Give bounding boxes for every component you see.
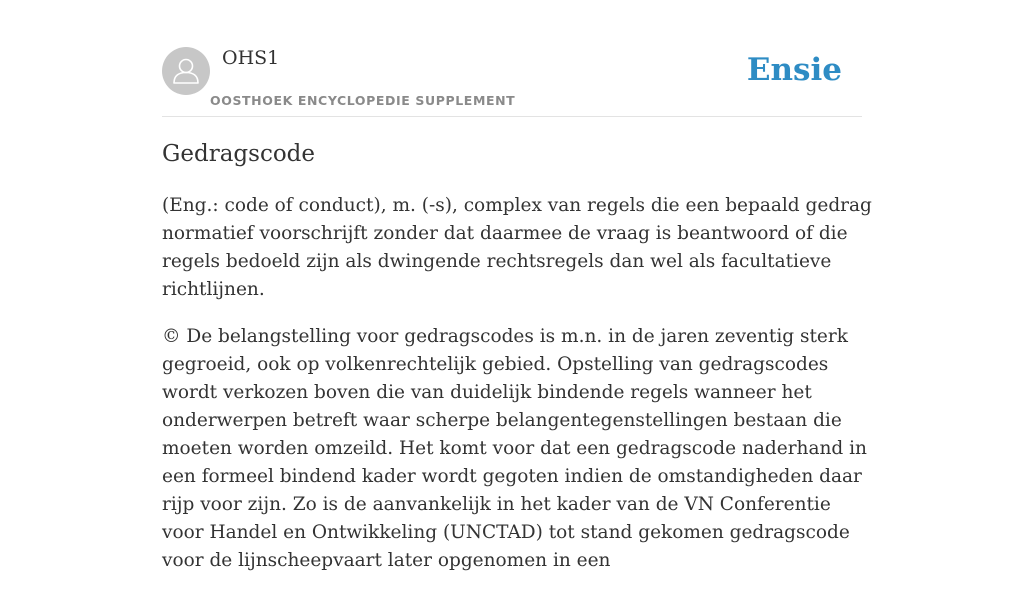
source-code-link[interactable]: OHS1 [222, 47, 280, 69]
source-header [162, 0, 862, 117]
source-name: OOSTHOEK ENCYCLOPEDIE SUPPLEMENT [210, 93, 516, 108]
ensie-logo-link[interactable]: Ensie [746, 52, 842, 88]
article-body: © De belangstelling voor gedragscodes is m.n. in de jaren zeventig sterk gegroeid, ook op volkenrechtelijk gebied. Opstelling van gedragscodes wordt verkozen boven die van duidelijk bindende regels wanneer het onderwerpen betreft waar scherpe belangentegenstellingen bestaan die moeten worden omzeild. Het komt voor dat een gedragscode naderhand in een formeel bindend kader wordt gegoten indien de omstandigheden daar rijp voor zijn. Zo is de aanvankelijk in het kader van de VN Conferentie voor Handel en Ontwikkeling (UNCTAD) tot stand gekomen gedragscode voor de lijnscheepvaart later opgenomen in een [162, 326, 867, 571]
avatar[interactable] [162, 47, 210, 95]
article-definition: (Eng.: code of conduct), m. (-s), complex van regels die een bepaald gedrag normatief voorschrijft zonder dat daarmee de vraag is beantwoord of die regels bedoeld zijn als dwingende rechtsregels dan wel als facultatieve richtlijnen. [162, 195, 872, 300]
article-title: Gedragscode [162, 141, 316, 167]
user-outline-icon [162, 47, 210, 95]
article [162, 138, 872, 594]
